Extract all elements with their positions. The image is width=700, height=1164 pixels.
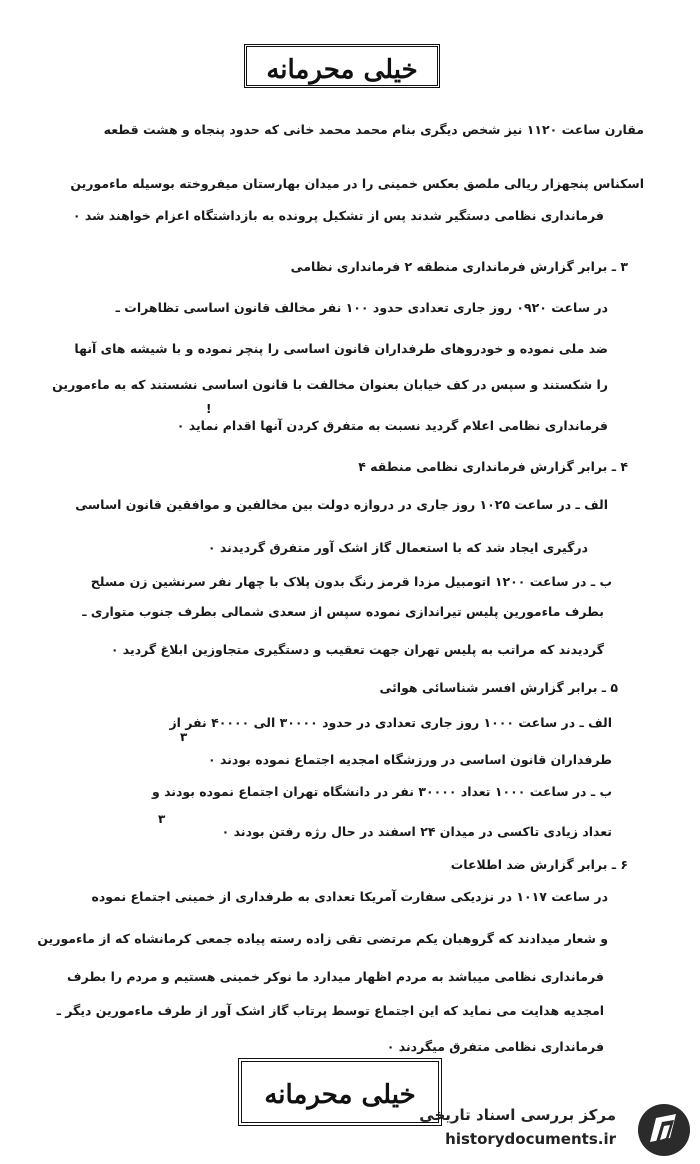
document-line: ب ـ در ساعت ۱۲۰۰ اتومبیل مزدا قرمز رنگ بدون پلاک با چهار نفر سرنشین زن مسلح	[90, 574, 612, 589]
historydocuments-logo-icon	[636, 1102, 692, 1158]
document-line: مقارن ساعت ۱۱۲۰ نیز شخص دیگری بنام محمد محمد خانی که حدود پنجاه و هشت قطعه	[103, 122, 644, 137]
document-line: فرمانداری نظامی دستگیر شدند پس از تشکیل پرونده به بازداشتگاه اعزام خواهند شد ۰	[72, 208, 604, 223]
document-line: بطرف ماءمورین پلیس تیراندازی نموده سپس از سعدی شمالی بطرف جنوب متواری ـ	[82, 604, 604, 619]
document-line: طرفداران قانون اساسی در ورزشگاه امجدیه اجتماع نموده بودند ۰	[208, 752, 612, 767]
handwritten-mark: ۳	[180, 730, 188, 744]
document-line: الف ـ در ساعت ۱۰۰۰ روز جاری تعدادی در حدود ۳۰۰۰۰ الی ۴۰۰۰۰ نفر از	[169, 715, 612, 730]
site-watermark	[418, 1100, 700, 1160]
top-classification-stamp: خیلی محرمانه	[244, 44, 440, 88]
document-line: در ساعت ۱۰۱۷ در نزدیکی سفارت آمریکا تعدادی به طرفداری از خمینی اجتماع نموده	[91, 889, 608, 904]
document-line: در ساعت ۰۹۲۰ روز جاری تعدادی حدود ۱۰۰ نفر مخالف قانون اساسی تظاهرات ـ	[115, 300, 608, 315]
document-line: اسکناس پنجهزار ریالی ملصق بعکس خمینی را در میدان بهارستان میفروخته بوسیله ماءمورین	[70, 176, 644, 191]
document-line: تعداد زیادی تاکسی در میدان ۲۴ اسفند در حال رژه رفتن بودند ۰	[221, 824, 612, 839]
document-line: فرمانداری نظامی میباشد به مردم اظهار میدارد ما نوکر خمینی هستیم و مردم را بطرف	[67, 969, 604, 984]
document-line: ضد ملی نموده و خودروهای طرفداران قانون اساسی را پنچر نموده و با شیشه های آنها	[74, 341, 608, 356]
section-heading: ۴ ـ برابر گزارش فرمانداری نظامی منطقه ۴	[358, 459, 628, 474]
handwritten-mark: ۳	[158, 812, 166, 826]
document-line: ب ـ در ساعت ۱۰۰۰ تعداد ۳۰۰۰۰ نفر در دانشگاه تهران اجتماع نموده بودند و	[151, 784, 612, 799]
document-line: گردیدند که مراتب به پلیس تهران جهت تعقیب و دستگیری متجاوزین ابلاغ گردید ۰	[110, 642, 604, 657]
document-line: الف ـ در ساعت ۱۰۲۵ روز جاری در دروازه دولت بین مخالفین و موافقین قانون اساسی	[75, 497, 608, 512]
section-heading: ۵ ـ برابر گزارش افسر شناسائی هوائی	[379, 680, 618, 695]
handwritten-mark: !	[206, 402, 212, 416]
section-heading: ۳ ـ برابر گزارش فرمانداری منطقه ۲ فرمانداری نظامی	[290, 259, 628, 274]
document-line: فرمانداری نظامی متفرق میگردند ۰	[386, 1039, 604, 1054]
document-line: را شکستند و سپس در کف خیابان بعنوان مخالفت با قانون اساسی نشستند که به ماءمورین	[52, 377, 608, 392]
section-heading: ۶ ـ برابر گزارش ضد اطلاعات	[450, 857, 628, 872]
watermark-title: مرکز بررسی اسناد تاریخی	[419, 1106, 616, 1124]
document-line: درگیری ایجاد شد که با استعمال گاز اشک آور متفرق گردیدند ۰	[207, 540, 588, 555]
document-line: فرمانداری نظامی اعلام گردید نسبت به متفرق کردن آنها اقدام نماید ۰	[176, 418, 608, 433]
document-line: امجدیه هدایت می نماید که این اجتماع توسط پرتاب گاز اشک آور از طرف ماءمورین دیگر ـ	[56, 1003, 604, 1018]
bottom-classification-stamp: خیلی محرمانه	[238, 1058, 442, 1126]
document-line: و شعار میدادند که گروهبان یکم مرتضی تقی زاده رسته پیاده جمعی کرمانشاه که از ماءمورین	[37, 931, 608, 946]
watermark-url: historydocuments.ir	[445, 1130, 616, 1148]
